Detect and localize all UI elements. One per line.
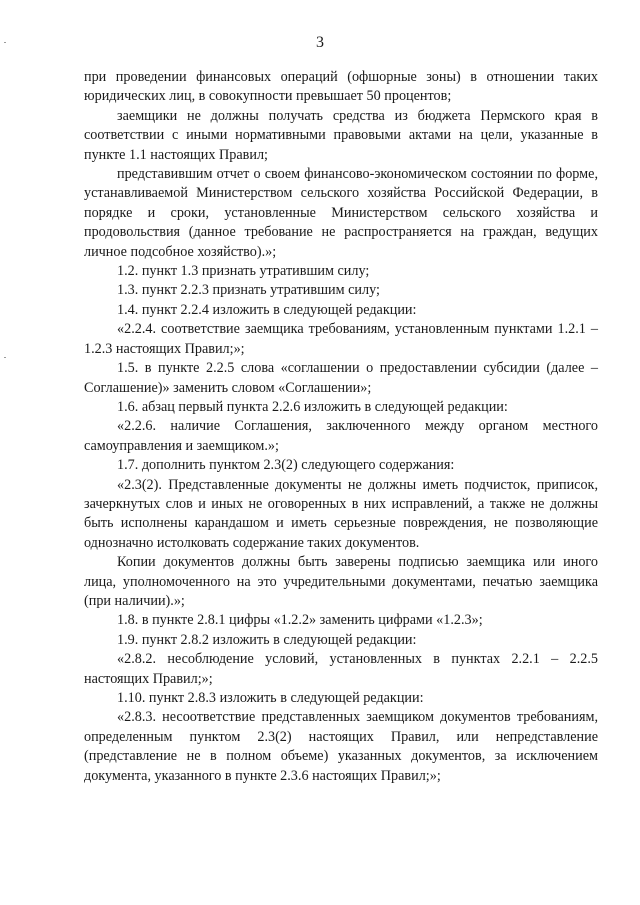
scan-mark xyxy=(4,42,6,43)
paragraph: 1.4. пункт 2.2.4 изложить в следующей редакции: xyxy=(117,301,417,318)
paragraph: при проведении финансовых операций (офшорные зоны) в отношении таких юридических лиц, в совокупности превышает 50 процентов; xyxy=(84,69,598,105)
paragraph: «2.3(2). Представленные документы не должны иметь подчисток, приписок, зачеркнутых слов и иных не оговоренных в них исправлений, а также не должны быть исполнены карандашом и иметь серьезные повреждения, не позволяющие однозначно истолковать содержание таких документов. xyxy=(84,476,598,551)
paragraph: 1.2. пункт 1.3 признать утратившим силу; xyxy=(117,263,370,280)
page-number: 3 xyxy=(316,34,324,51)
paragraph: 1.5. в пункте 2.2.5 слова «соглашении о предоставлении субсидии (далее – Соглашение)» заменить словом «Соглашении»; xyxy=(84,360,598,396)
paragraph: 1.6. абзац первый пункта 2.2.6 изложить в следующей редакции: xyxy=(117,398,508,415)
paragraph: заемщики не должны получать средства из бюджета Пермского края в соответствии с иными нормативными правовыми актами на цели, указанные в пункте 1.1 настоящих Правил; xyxy=(84,107,598,163)
paragraph: 1.3. пункт 2.2.3 признать утратившим силу; xyxy=(117,282,380,299)
paragraph: 1.9. пункт 2.8.2 изложить в следующей редакции: xyxy=(117,631,417,648)
document-body xyxy=(84,68,598,786)
paragraph: 1.10. пункт 2.8.3 изложить в следующей редакции: xyxy=(117,690,424,706)
paragraph: «2.2.6. наличие Соглашения, заключенного между органом местного самоуправления и заемщиком.»; xyxy=(84,418,598,454)
paragraph: «2.8.3. несоответствие представленных заемщиком документов требованиям, определенным пунктом 2.3(2) настоящих Правил, или непредставление (представление не в полном объеме) указанных документов, за исключением документа, указанного в пункте 2.3.6 настоящих Правил;»; xyxy=(84,709,598,784)
paragraph: представившим отчет о своем финансово-экономическом состоянии по форме, устанавливаемой Министерством сельского хозяйства Российской Федерации, в порядке и сроки, установленные Министерством сельского хозяйства и продовольствия (данное требование не распространяется на граждан, ведущих личное подсобное хозяйство).»; xyxy=(84,166,598,260)
scan-mark xyxy=(4,357,6,358)
paragraph: «2.2.4. соответствие заемщика требованиям, установленным пунктами 1.2.1 – 1.2.3 настоящих Правил;»; xyxy=(84,321,598,357)
paragraph: «2.8.2. несоблюдение условий, установленных в пунктах 2.2.1 – 2.2.5 настоящих Правил;»; xyxy=(84,651,598,687)
paragraph: 1.8. в пункте 2.8.1 цифры «1.2.2» заменить цифрами «1.2.3»; xyxy=(117,612,483,629)
paragraph: 1.7. дополнить пунктом 2.3(2) следующего содержания: xyxy=(117,457,455,474)
paragraph: Копии документов должны быть заверены подписью заемщика или иного лица, уполномоченного на это учредительными документами, печатью заемщика (при наличии).»; xyxy=(84,554,598,609)
